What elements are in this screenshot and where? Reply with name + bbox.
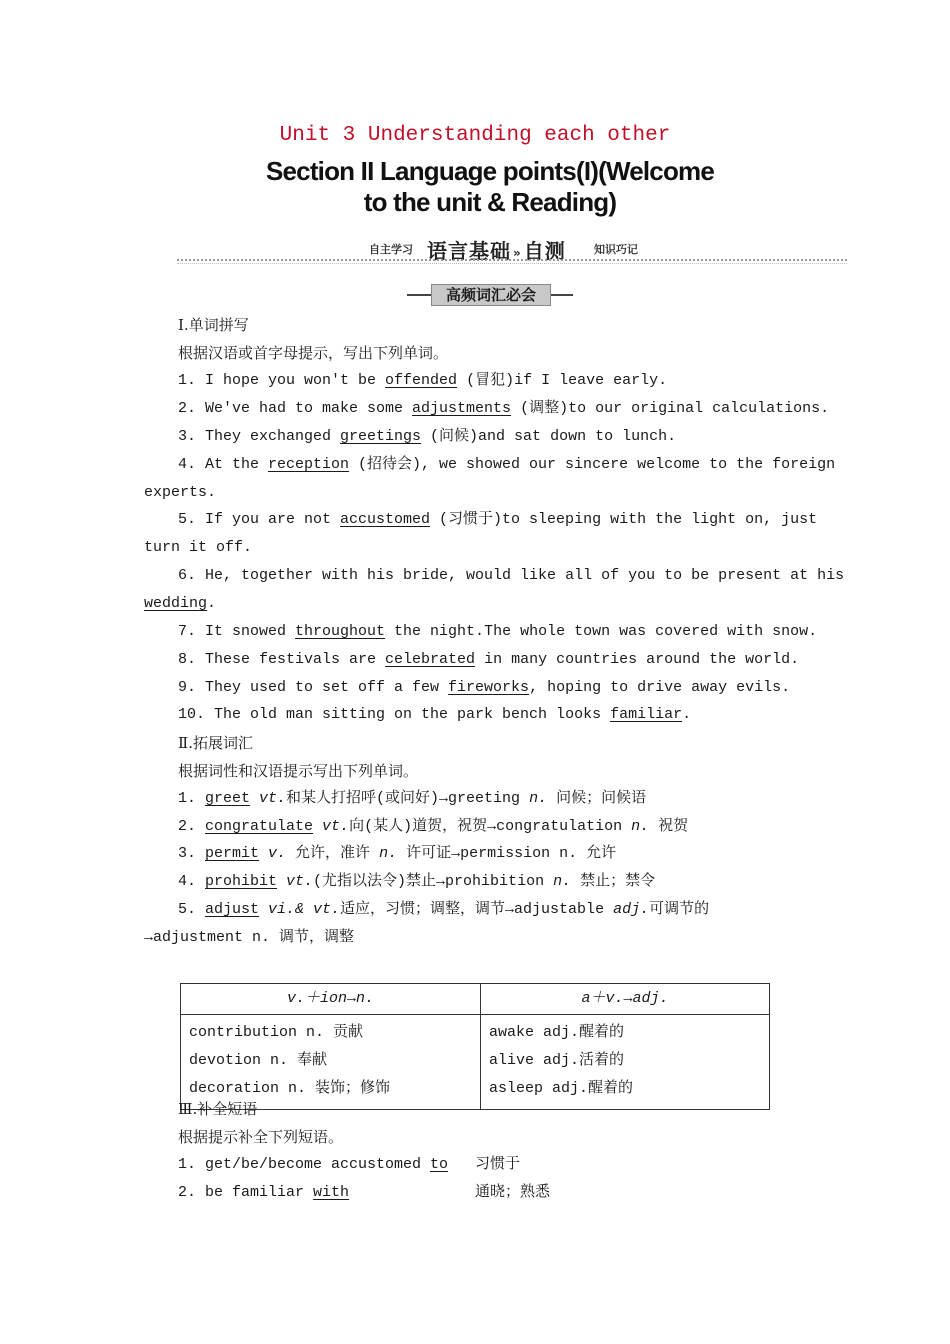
part1-instruction: 根据汉语或首字母提示，写出下列单词。: [178, 344, 449, 362]
table-header-row: [181, 984, 770, 1015]
list-item: 4. prohibit vt.(尤指以法令)禁止→prohibition n. 禁止；禁令: [178, 873, 656, 890]
section-heading: [407, 284, 573, 306]
answer: reception: [268, 456, 350, 473]
answer: permit: [205, 845, 260, 862]
answer: adjust: [205, 901, 260, 918]
answer: prohibit: [205, 873, 278, 890]
list-item: 5. adjust vi.& vt.适应，习惯；调整，调节→adjustable adj.可调节的: [178, 901, 710, 918]
list-item: 1. I hope you won't be offended (冒犯)if I leave early.: [178, 372, 668, 389]
part2-instruction: 根据词性和汉语提示写出下列单词。: [178, 762, 419, 780]
banner-main-text: 语言基础: [427, 239, 511, 263]
answer: adjustments: [412, 400, 512, 417]
part3-heading: Ⅲ.补全短语: [178, 1100, 258, 1118]
list-item-continued: experts.: [144, 484, 217, 501]
answer: familiar: [610, 706, 683, 723]
list-item: 1. get/be/become accustomed to: [178, 1156, 449, 1173]
answer: fireworks: [448, 679, 530, 696]
part3-instruction: 根据提示补全下列短语。: [178, 1128, 344, 1146]
list-item: 3. permit v. 允许，准许 n. 许可证→permission n. 允许: [178, 845, 617, 862]
section-banner: [177, 235, 847, 265]
part2-heading: Ⅱ.拓展词汇: [178, 734, 253, 752]
unit-title: Unit 3 Understanding each other: [279, 124, 671, 147]
list-item-continued: turn it off.: [144, 539, 253, 556]
table-cell-line: contribution n. 贡献: [189, 1024, 364, 1041]
answer: offended: [385, 372, 458, 389]
banner-left-label: 自主学习: [369, 243, 413, 256]
answer: celebrated: [385, 651, 476, 668]
phrase-meaning: 通晓；熟悉: [475, 1184, 551, 1201]
list-item: 5. If you are not accustomed (习惯于)to sleeping with the light on, just: [178, 511, 818, 528]
list-item: 2. be familiar with: [178, 1184, 350, 1201]
answer: accustomed: [340, 511, 431, 528]
section-title-line2: to the unit & Reading): [363, 187, 617, 217]
section-title-line1: Section II Language points(I)(Welcome: [265, 156, 715, 186]
table-cell-line: alive adj.活着的: [489, 1052, 625, 1069]
table-header: v.＋ion→n.: [181, 984, 481, 1015]
table-row: [181, 1015, 770, 1110]
list-item: 6. He, together with his bride, would like all of you to be present at his: [178, 567, 845, 584]
section-title: [0, 156, 950, 218]
answer: throughout: [295, 623, 386, 640]
answer: greetings: [340, 428, 422, 445]
answer: wedding: [144, 595, 208, 612]
section-heading-label: 高频词汇必会: [431, 284, 551, 306]
answer: congratulate: [205, 818, 314, 835]
list-item-continued: →adjustment n. 调节，调整: [144, 929, 355, 946]
list-item: 4. At the reception (招待会), we showed our sincere welcome to the foreign: [178, 456, 836, 473]
list-item-continued: wedding.: [144, 595, 217, 612]
answer: with: [313, 1184, 350, 1201]
table-cell: [181, 1015, 481, 1110]
list-item: 10. The old man sitting on the park bench looks familiar.: [178, 706, 692, 723]
answer: greet: [205, 790, 251, 807]
list-item: 1. greet vt.和某人打招呼(或问好)→greeting n. 问候；问候语: [178, 790, 647, 807]
table-cell-line: decoration n. 装饰；修饰: [189, 1080, 391, 1097]
part1-heading: Ⅰ.单词拼写: [178, 316, 249, 334]
banner-divider: [177, 259, 847, 261]
heading-left-bar: [407, 294, 431, 296]
banner-right-label: 知识巧记: [594, 243, 638, 256]
table-cell-line: devotion n. 奉献: [189, 1052, 328, 1069]
phrase-meaning: 习惯于: [475, 1156, 521, 1173]
word-formation-table: [180, 983, 770, 1110]
banner-divider-2: [177, 263, 847, 264]
table-cell-line: awake adj.醒着的: [489, 1024, 625, 1041]
list-item: 2. We've had to make some adjustments (调整)to our original calculations.: [178, 400, 830, 417]
table-header: a＋v.→adj.: [481, 984, 770, 1015]
table-cell: [481, 1015, 770, 1110]
list-item: 3. They exchanged greetings (问候)and sat down to lunch.: [178, 428, 677, 445]
list-item: 9. They used to set off a few fireworks, hoping to drive away evils.: [178, 679, 791, 696]
arrow-icon: »: [513, 245, 522, 260]
table-cell-line: asleep adj.醒着的: [489, 1080, 634, 1097]
banner-main-text2: 自测: [523, 239, 566, 263]
heading-right-bar: [551, 294, 573, 296]
list-item: 7. It snowed throughout the night.The whole town was covered with snow.: [178, 623, 818, 640]
answer: to: [430, 1156, 449, 1173]
list-item: 2. congratulate vt.向(某人)道贺，祝贺→congratulation n. 祝贺: [178, 818, 689, 835]
list-item: 8. These festivals are celebrated in many countries around the world.: [178, 651, 800, 668]
